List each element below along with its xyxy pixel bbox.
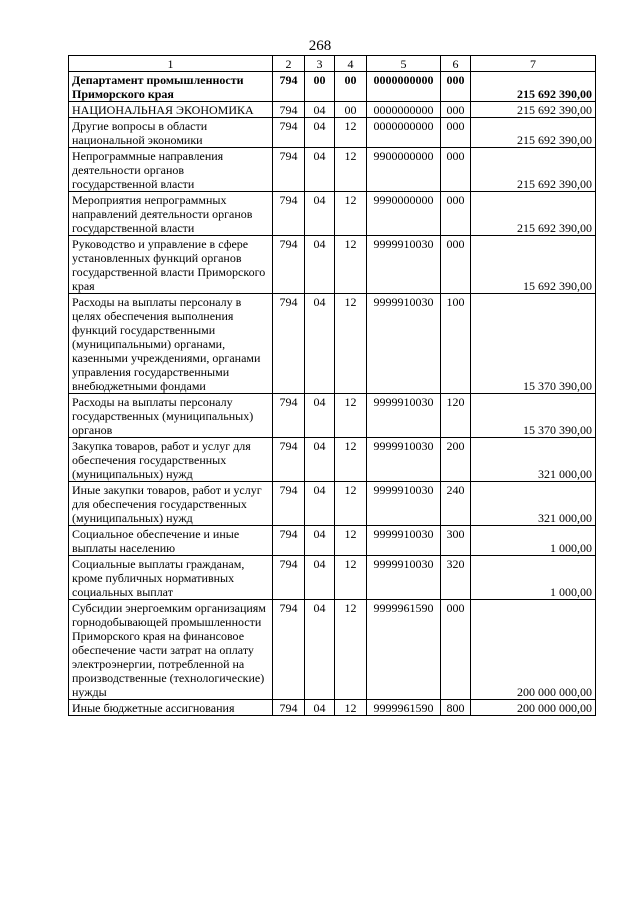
target-code-cell: 9999910030 (367, 394, 441, 438)
subsection-code-cell: 12 (335, 192, 367, 236)
ministry-code-cell: 794 (273, 148, 305, 192)
table-row (69, 102, 596, 118)
target-code-cell: 9999961590 (367, 600, 441, 700)
expense-type-code-cell: 000 (441, 72, 471, 102)
table-row (69, 192, 596, 236)
expense-type-code-cell: 120 (441, 394, 471, 438)
expense-name-cell: Руководство и управление в сфере установленных функций органов государственной власти Приморского края (69, 236, 273, 294)
amount-cell: 200 000 000,00 (471, 600, 596, 700)
table-row (69, 394, 596, 438)
expense-type-code-cell: 000 (441, 118, 471, 148)
expense-type-code-cell: 000 (441, 102, 471, 118)
expense-name-cell: Социальное обеспечение и иные выплаты населению (69, 526, 273, 556)
amount-cell: 215 692 390,00 (471, 102, 596, 118)
expense-type-code-cell: 000 (441, 148, 471, 192)
subsection-code-cell: 00 (335, 102, 367, 118)
expense-name-cell: Непрограммные направления деятельности органов государственной власти (69, 148, 273, 192)
subsection-code-cell: 12 (335, 482, 367, 526)
section-code-cell: 04 (305, 148, 335, 192)
column-header: 2 (273, 56, 305, 72)
table-row (69, 148, 596, 192)
target-code-cell: 9900000000 (367, 148, 441, 192)
table-row (69, 482, 596, 526)
amount-cell: 215 692 390,00 (471, 118, 596, 148)
ministry-code-cell: 794 (273, 72, 305, 102)
ministry-code-cell: 794 (273, 236, 305, 294)
amount-cell: 215 692 390,00 (471, 148, 596, 192)
column-header: 5 (367, 56, 441, 72)
expense-type-code-cell: 000 (441, 600, 471, 700)
table-row (69, 700, 596, 716)
table-row (69, 600, 596, 700)
section-code-cell: 04 (305, 394, 335, 438)
subsection-code-cell: 12 (335, 526, 367, 556)
section-code-cell: 00 (305, 72, 335, 102)
expense-name-cell: Расходы на выплаты персоналу в целях обеспечения выполнения функций государственными (муниципальными) органами, казенными учреждениями, органами управления государственными внебюджетными фондами (69, 294, 273, 394)
expense-name-cell: Мероприятия непрограммных направлений деятельности органов государственной власти (69, 192, 273, 236)
subsection-code-cell: 12 (335, 438, 367, 482)
subsection-code-cell: 12 (335, 394, 367, 438)
section-code-cell: 04 (305, 118, 335, 148)
subsection-code-cell: 12 (335, 148, 367, 192)
section-code-cell: 04 (305, 600, 335, 700)
target-code-cell: 9999961590 (367, 700, 441, 716)
expense-type-code-cell: 200 (441, 438, 471, 482)
target-code-cell: 9999910030 (367, 526, 441, 556)
table-row (69, 118, 596, 148)
expense-type-code-cell: 000 (441, 192, 471, 236)
amount-cell: 200 000 000,00 (471, 700, 596, 716)
section-code-cell: 04 (305, 236, 335, 294)
ministry-code-cell: 794 (273, 102, 305, 118)
expense-type-code-cell: 320 (441, 556, 471, 600)
amount-cell: 1 000,00 (471, 556, 596, 600)
ministry-code-cell: 794 (273, 482, 305, 526)
amount-cell: 15 370 390,00 (471, 294, 596, 394)
section-code-cell: 04 (305, 556, 335, 600)
ministry-code-cell: 794 (273, 526, 305, 556)
section-code-cell: 04 (305, 438, 335, 482)
expense-name-cell: Субсидии энергоемким организациям горнодобывающей промышленности Приморского края на финансовое обеспечение части затрат на оплату электроэнергии, потребленной на производственные (технологические) нужды (69, 600, 273, 700)
amount-cell: 215 692 390,00 (471, 192, 596, 236)
expense-type-code-cell: 800 (441, 700, 471, 716)
ministry-code-cell: 794 (273, 700, 305, 716)
expense-name-cell: Социальные выплаты гражданам, кроме публичных нормативных социальных выплат (69, 556, 273, 600)
expense-type-code-cell: 300 (441, 526, 471, 556)
section-code-cell: 04 (305, 700, 335, 716)
section-code-cell: 04 (305, 482, 335, 526)
page-number: 268 (308, 38, 332, 54)
target-code-cell: 0000000000 (367, 102, 441, 118)
budget-table (68, 55, 596, 716)
subsection-code-cell: 12 (335, 236, 367, 294)
table-row (69, 438, 596, 482)
target-code-cell: 0000000000 (367, 118, 441, 148)
amount-cell: 215 692 390,00 (471, 72, 596, 102)
amount-cell: 15 370 390,00 (471, 394, 596, 438)
expense-name-cell: НАЦИОНАЛЬНАЯ ЭКОНОМИКА (69, 102, 273, 118)
target-code-cell: 9999910030 (367, 482, 441, 526)
amount-cell: 321 000,00 (471, 482, 596, 526)
expense-name-cell: Закупка товаров, работ и услуг для обеспечения государственных (муниципальных) нужд (69, 438, 273, 482)
table-row (69, 526, 596, 556)
section-code-cell: 04 (305, 294, 335, 394)
expense-name-cell: Расходы на выплаты персоналу государственных (муниципальных) органов (69, 394, 273, 438)
column-header: 4 (335, 56, 367, 72)
target-code-cell: 9999910030 (367, 236, 441, 294)
target-code-cell: 0000000000 (367, 72, 441, 102)
section-code-cell: 04 (305, 526, 335, 556)
table-header-row (69, 56, 596, 72)
ministry-code-cell: 794 (273, 556, 305, 600)
section-code-cell: 04 (305, 102, 335, 118)
column-header: 3 (305, 56, 335, 72)
expense-type-code-cell: 240 (441, 482, 471, 526)
target-code-cell: 9999910030 (367, 438, 441, 482)
expense-name-cell: Департамент промышленности Приморского края (69, 72, 273, 102)
amount-cell: 321 000,00 (471, 438, 596, 482)
expense-name-cell: Иные закупки товаров, работ и услуг для обеспечения государственных (муниципальных) нужд (69, 482, 273, 526)
target-code-cell: 9990000000 (367, 192, 441, 236)
subsection-code-cell: 12 (335, 118, 367, 148)
ministry-code-cell: 794 (273, 600, 305, 700)
table-row (69, 556, 596, 600)
section-code-cell: 04 (305, 192, 335, 236)
expense-type-code-cell: 000 (441, 236, 471, 294)
amount-cell: 15 692 390,00 (471, 236, 596, 294)
expense-name-cell: Иные бюджетные ассигнования (69, 700, 273, 716)
ministry-code-cell: 794 (273, 118, 305, 148)
column-header: 7 (471, 56, 596, 72)
ministry-code-cell: 794 (273, 294, 305, 394)
table-row (69, 72, 596, 102)
expense-type-code-cell: 100 (441, 294, 471, 394)
table-row (69, 294, 596, 394)
expense-name-cell: Другие вопросы в области национальной экономики (69, 118, 273, 148)
ministry-code-cell: 794 (273, 438, 305, 482)
subsection-code-cell: 12 (335, 556, 367, 600)
column-header: 1 (69, 56, 273, 72)
target-code-cell: 9999910030 (367, 294, 441, 394)
subsection-code-cell: 12 (335, 600, 367, 700)
ministry-code-cell: 794 (273, 394, 305, 438)
ministry-code-cell: 794 (273, 192, 305, 236)
subsection-code-cell: 00 (335, 72, 367, 102)
subsection-code-cell: 12 (335, 294, 367, 394)
target-code-cell: 9999910030 (367, 556, 441, 600)
column-header: 6 (441, 56, 471, 72)
subsection-code-cell: 12 (335, 700, 367, 716)
table-row (69, 236, 596, 294)
amount-cell: 1 000,00 (471, 526, 596, 556)
